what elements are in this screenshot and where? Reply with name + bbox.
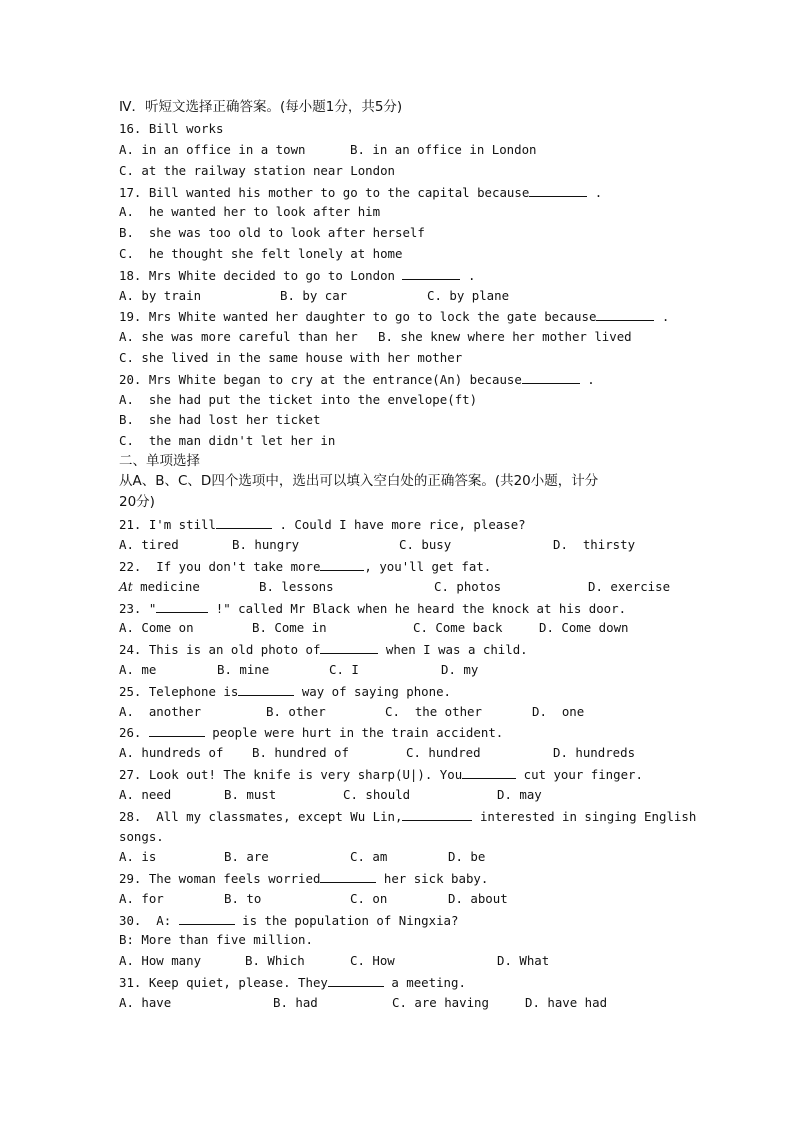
q25-post: way of saying phone.: [294, 684, 452, 699]
q26-option-b: B. hundred of: [252, 745, 349, 760]
q20-option-b: B. she had lost her ticket: [119, 412, 321, 427]
q31-post: a meeting.: [383, 975, 466, 990]
q26-post: people were hurt in the train accident.: [204, 725, 504, 740]
section-2-instruction-cont: 20分): [119, 494, 155, 510]
q27-post: cut your finger.: [516, 767, 643, 782]
q28-pre: 28. All my classmates, except Wu Lin,: [119, 809, 403, 824]
q22-option-a-letter: A: [119, 579, 128, 594]
q30-blank: [179, 912, 235, 925]
q25-stem: [119, 683, 451, 700]
q23-option-c: C. Come back: [413, 620, 503, 635]
q21-option-a: A. tired: [119, 537, 179, 552]
q24-option-a: A. me: [119, 662, 157, 677]
section-2-instruction: 从A、B、C、D四个选项中，选出可以填入空白处的正确答案。(共20小题，计分: [119, 473, 599, 489]
q25-option-a: A. another: [119, 704, 202, 719]
q20-option-a: A. she had put the ticket into the envelope(ft): [119, 392, 478, 407]
q27-pre: 27. Look out! The knife is very sharp(U|). You: [119, 767, 463, 782]
q26-option-a: A. hundreds of: [119, 745, 224, 760]
q29-pre: 29. The woman feels worried: [119, 871, 321, 886]
q30-option-c: C. How: [350, 953, 395, 968]
q23-option-a: A. Come on: [119, 620, 194, 635]
q27-option-c: C. should: [343, 787, 411, 802]
q26-option-d: D. hundreds: [553, 745, 636, 760]
q22-option-a: At medicine: [119, 579, 200, 594]
q30-stem: [119, 912, 458, 929]
q24-blank: [320, 641, 378, 654]
q26-blank: [149, 724, 205, 737]
q26-option-c: C. hundred: [406, 745, 481, 760]
q16-stem: 16. Bill works: [119, 121, 224, 136]
q30-option-b: B. Which: [245, 953, 305, 968]
section-2-heading: 二、单项选择: [119, 453, 200, 469]
q20-stem: [119, 371, 595, 388]
q23-blank: [156, 600, 208, 613]
q28-option-a: A. is: [119, 849, 157, 864]
q20-end: .: [579, 372, 595, 387]
q23-stem: [119, 600, 626, 617]
q22-option-c: C. photos: [434, 579, 502, 594]
q23-post: !" called Mr Black when he heard the knock at his door.: [208, 601, 627, 616]
q25-option-b: B. other: [266, 704, 326, 719]
q17-option-c: C. he thought she felt lonely at home: [119, 246, 403, 261]
q17-option-a: A. he wanted her to look after him: [119, 204, 381, 219]
q18-option-b: B. by car: [280, 288, 348, 303]
q21-option-c: C. busy: [399, 537, 452, 552]
q22-option-d: D. exercise: [588, 579, 671, 594]
q17-text: 17. Bill wanted his mother to go to the capital because: [119, 185, 530, 200]
q16-option-b: B. in an office in London: [350, 142, 537, 157]
q22-option-b: B. lessons: [259, 579, 334, 594]
q18-stem: [119, 267, 475, 284]
q29-option-d: D. about: [448, 891, 508, 906]
q16-option-c: C. at the railway station near London: [119, 163, 396, 178]
q31-option-a: A. have: [119, 995, 172, 1010]
q18-end: .: [460, 268, 476, 283]
q20-blank: [522, 371, 580, 384]
q26-stem: [119, 724, 503, 741]
q28-blank: [402, 808, 472, 821]
q29-option-c: C. on: [350, 891, 388, 906]
q28-option-b: B. are: [224, 849, 269, 864]
q17-option-b: B. she was too old to look after herself: [119, 225, 425, 240]
q19-option-b: B. she knew where her mother lived: [378, 329, 632, 344]
q23-pre: 23. ": [119, 601, 157, 616]
q18-option-a: A. by train: [119, 288, 202, 303]
q30-pre: 30. A:: [119, 913, 179, 928]
q20-option-c: C. the man didn't let her in: [119, 433, 336, 448]
q21-blank: [216, 516, 272, 529]
q19-blank: [596, 308, 654, 321]
q26-pre: 26.: [119, 725, 149, 740]
q30-option-a: A. How many: [119, 953, 202, 968]
q31-blank: [328, 974, 384, 987]
q22-stem: [119, 558, 491, 575]
q21-option-b: B. hungry: [232, 537, 300, 552]
q25-option-c: C. the other: [385, 704, 482, 719]
q17-stem: [119, 184, 602, 201]
q31-option-d: D. have had: [525, 995, 608, 1010]
q21-option-d: D. thirsty: [553, 537, 636, 552]
q30-post: is the population of Ningxia?: [234, 913, 459, 928]
q24-stem: [119, 641, 528, 658]
q28-post: interested in singing English: [472, 809, 697, 824]
q27-option-b: B. must: [224, 787, 277, 802]
q20-text: 20. Mrs White began to cry at the entrance(An) because: [119, 372, 522, 387]
q27-option-a: A. need: [119, 787, 172, 802]
q24-option-d: D. my: [441, 662, 479, 677]
section-4-heading: Ⅳ．听短文选择正确答案。(每小题1分，共5分): [119, 99, 403, 115]
q17-blank: [529, 184, 587, 197]
q17-end: .: [587, 185, 603, 200]
q25-blank: [238, 683, 294, 696]
q18-blank: [402, 267, 460, 280]
q28-stem: [119, 808, 696, 825]
q19-text: 19. Mrs White wanted her daughter to go to lock the gate because: [119, 309, 597, 324]
q29-blank: [320, 870, 376, 883]
q23-option-b: B. Come in: [252, 620, 327, 635]
q24-pre: 24. This is an old photo of: [119, 642, 321, 657]
q22-option-a-text: medicine: [132, 579, 200, 594]
q22-post: , you'll get fat.: [364, 559, 492, 574]
q18-option-c: C. by plane: [427, 288, 510, 303]
q28-option-d: D. be: [448, 849, 486, 864]
q31-pre: 31. Keep quiet, please. They: [119, 975, 328, 990]
q30-dialog-b: B: More than five million.: [119, 932, 313, 947]
q29-stem: [119, 870, 488, 887]
q30-option-d: D. What: [497, 953, 550, 968]
q22-blank: [320, 558, 364, 571]
q28-option-c: C. am: [350, 849, 388, 864]
q22-pre: 22. If you don't take more: [119, 559, 321, 574]
q24-option-b: B. mine: [217, 662, 270, 677]
q25-option-d: D. one: [532, 704, 585, 719]
q25-pre: 25. Telephone is: [119, 684, 239, 699]
q19-option-a: A. she was more careful than her: [119, 329, 358, 344]
q29-post: her sick baby.: [376, 871, 489, 886]
q27-blank: [462, 766, 516, 779]
q23-option-d: D. Come down: [539, 620, 629, 635]
q24-post: when I was a child.: [378, 642, 528, 657]
q19-option-c: C. she lived in the same house with her mother: [119, 350, 463, 365]
q28-stem-cont: songs.: [119, 829, 164, 844]
q24-option-c: C. I: [329, 662, 359, 677]
q21-post: . Could I have more rice, please?: [271, 517, 526, 532]
q16-option-a: A. in an office in a town: [119, 142, 306, 157]
q27-stem: [119, 766, 643, 783]
q18-text: 18. Mrs White decided to go to London: [119, 268, 403, 283]
q29-option-a: A. for: [119, 891, 164, 906]
q27-option-d: D. may: [497, 787, 542, 802]
q19-stem: [119, 308, 669, 325]
q31-stem: [119, 974, 466, 991]
q31-option-c: C. are having: [392, 995, 489, 1010]
q21-stem: [119, 516, 526, 533]
q21-pre: 21. I'm still: [119, 517, 216, 532]
q29-option-b: B. to: [224, 891, 262, 906]
q19-end: .: [654, 309, 670, 324]
q31-option-b: B. had: [273, 995, 318, 1010]
